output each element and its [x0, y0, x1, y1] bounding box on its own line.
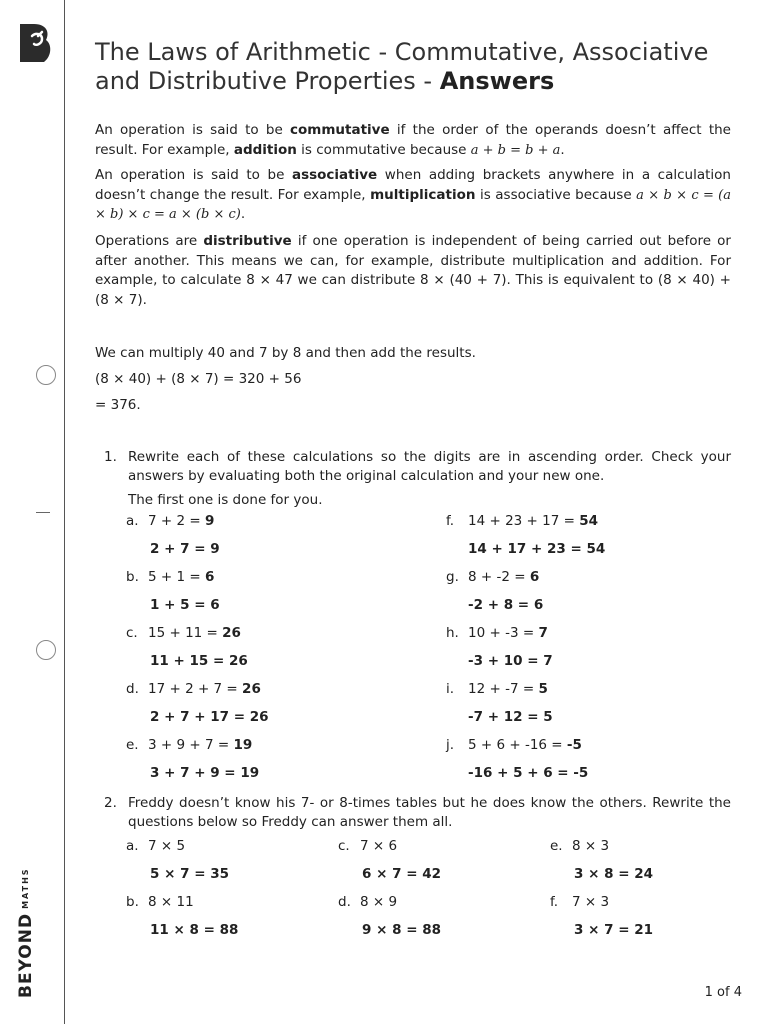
question-item — [338, 837, 397, 856]
question-item — [126, 893, 194, 912]
item-calculation: 15 + 11 = — [148, 625, 223, 641]
item-label: b. — [126, 894, 139, 910]
question-item — [446, 512, 598, 531]
item-answer: 2 + 7 + 17 = 26 — [150, 709, 269, 725]
item-label: j. — [446, 737, 455, 753]
question-item — [446, 680, 548, 699]
item-result: -5 — [566, 737, 582, 753]
intro-associative: An operation is said to be associative when adding brackets anywhere in a calculation doesn’t change the result. For example, multiplication is associative because a × b × c = (a × b) × c = a × (b × c). — [95, 167, 731, 222]
question-text: Rewrite each of these calculations so the digits are in ascending order. Check your answers by evaluating both the original calculation and your new one. — [128, 449, 731, 484]
question-item — [446, 624, 548, 643]
intro-distributive: Operations are distributive if one operation is independent of being carried out before or after another. This means we can, for example, distribute multiplication and addition. For example, to calculate 8 × 47 we can distribute 8 × (40 + 7). This is equivalent to (8 × 40) + (8 × 7). — [95, 233, 731, 308]
question-item — [126, 837, 185, 856]
margin-rule — [64, 0, 65, 1024]
item-answer: 1 + 5 = 6 — [150, 597, 220, 613]
question-item — [446, 736, 582, 755]
item-result: 9 — [204, 513, 215, 529]
item-calculation: 8 + -2 = — [468, 569, 530, 585]
page-number: 1 of 4 — [704, 985, 742, 1000]
item-result: 6 — [529, 569, 540, 585]
item-calculation: 7 + 2 = — [148, 513, 205, 529]
item-label: i. — [446, 681, 455, 697]
beyond-logo-icon — [16, 22, 52, 64]
question-item — [126, 512, 214, 531]
question-item — [446, 568, 539, 587]
item-label: c. — [338, 838, 350, 854]
item-answer: 11 × 8 = 88 — [150, 922, 239, 938]
item-result: 54 — [579, 513, 599, 529]
item-result: 26 — [222, 625, 241, 641]
item-answer: 3 × 8 = 24 — [574, 866, 653, 882]
item-calculation: 12 + -7 = — [468, 681, 539, 697]
item-label: d. — [338, 894, 351, 910]
item-calculation: 7 × 6 — [360, 838, 398, 854]
item-label: a. — [126, 838, 139, 854]
punch-hole — [36, 640, 56, 660]
item-answer: 3 + 7 + 9 = 19 — [150, 765, 260, 781]
item-result: 7 — [538, 625, 548, 641]
question-item — [550, 837, 609, 856]
question-item — [338, 893, 397, 912]
worked-example-line: We can multiply 40 and 7 by 8 and then add the results. — [95, 345, 476, 361]
question-item — [550, 893, 609, 912]
item-calculation: 5 + 6 + -16 = — [468, 737, 567, 753]
item-result: 19 — [233, 737, 253, 753]
item-answer: 9 × 8 = 88 — [362, 922, 441, 938]
worked-example-line: = 376. — [95, 397, 141, 413]
page-title: The Laws of Arithmetic - Commutative, Associative and Distributive Properties - Answers — [95, 38, 709, 95]
item-calculation: 10 + -3 = — [468, 625, 539, 641]
item-label: f. — [550, 894, 559, 910]
question-note: The first one is done for you. — [128, 492, 323, 508]
item-label: c. — [126, 625, 138, 641]
item-calculation: 17 + 2 + 7 = — [148, 681, 243, 697]
intro-commutative: An operation is said to be commutative if the order of the operands doesn’t affect the result. For example, addition is commutative because a + b = b + a. — [95, 122, 731, 158]
item-label: e. — [550, 838, 563, 854]
item-label: h. — [446, 625, 459, 641]
question-item — [126, 568, 214, 587]
item-answer: 6 × 7 = 42 — [362, 866, 441, 882]
item-result: 26 — [242, 681, 261, 697]
item-answer: -3 + 10 = 7 — [468, 653, 553, 669]
punch-hole — [36, 365, 56, 385]
question-number: 2. — [104, 795, 117, 811]
brand-wordmark: BEYONDMATHS — [16, 867, 36, 998]
item-label: d. — [126, 681, 139, 697]
item-answer: 5 × 7 = 35 — [150, 866, 229, 882]
fold-mark — [36, 512, 50, 513]
item-answer: -2 + 8 = 6 — [468, 597, 544, 613]
item-answer: 2 + 7 = 9 — [150, 541, 220, 557]
item-answer: 11 + 15 = 26 — [150, 653, 248, 669]
item-result: 5 — [538, 681, 548, 697]
item-answer: 14 + 17 + 23 = 54 — [468, 541, 606, 557]
item-label: b. — [126, 569, 139, 585]
item-answer: -16 + 5 + 6 = -5 — [468, 765, 589, 781]
question-item — [126, 736, 252, 755]
worked-example-line: (8 × 40) + (8 × 7) = 320 + 56 — [95, 371, 302, 387]
item-label: a. — [126, 513, 139, 529]
question-item — [126, 624, 241, 643]
item-result: 6 — [204, 569, 215, 585]
item-calculation: 7 × 3 — [572, 894, 610, 910]
item-label: g. — [446, 569, 459, 585]
item-label: e. — [126, 737, 139, 753]
item-calculation: 7 × 5 — [148, 838, 186, 854]
item-calculation: 8 × 11 — [148, 894, 194, 910]
item-calculation: 5 + 1 = — [148, 569, 205, 585]
item-answer: 3 × 7 = 21 — [574, 922, 653, 938]
item-calculation: 8 × 3 — [572, 838, 610, 854]
item-label: f. — [446, 513, 455, 529]
question-item — [126, 680, 261, 699]
question-text: Freddy doesn’t know his 7- or 8-times tables but he does know the others. Rewrite the questions below so Freddy can answer them all. — [128, 795, 731, 830]
item-calculation: 14 + 23 + 17 = — [468, 513, 580, 529]
item-calculation: 8 × 9 — [360, 894, 398, 910]
item-answer: -7 + 12 = 5 — [468, 709, 553, 725]
question-number: 1. — [104, 449, 117, 465]
item-calculation: 3 + 9 + 7 = — [148, 737, 234, 753]
